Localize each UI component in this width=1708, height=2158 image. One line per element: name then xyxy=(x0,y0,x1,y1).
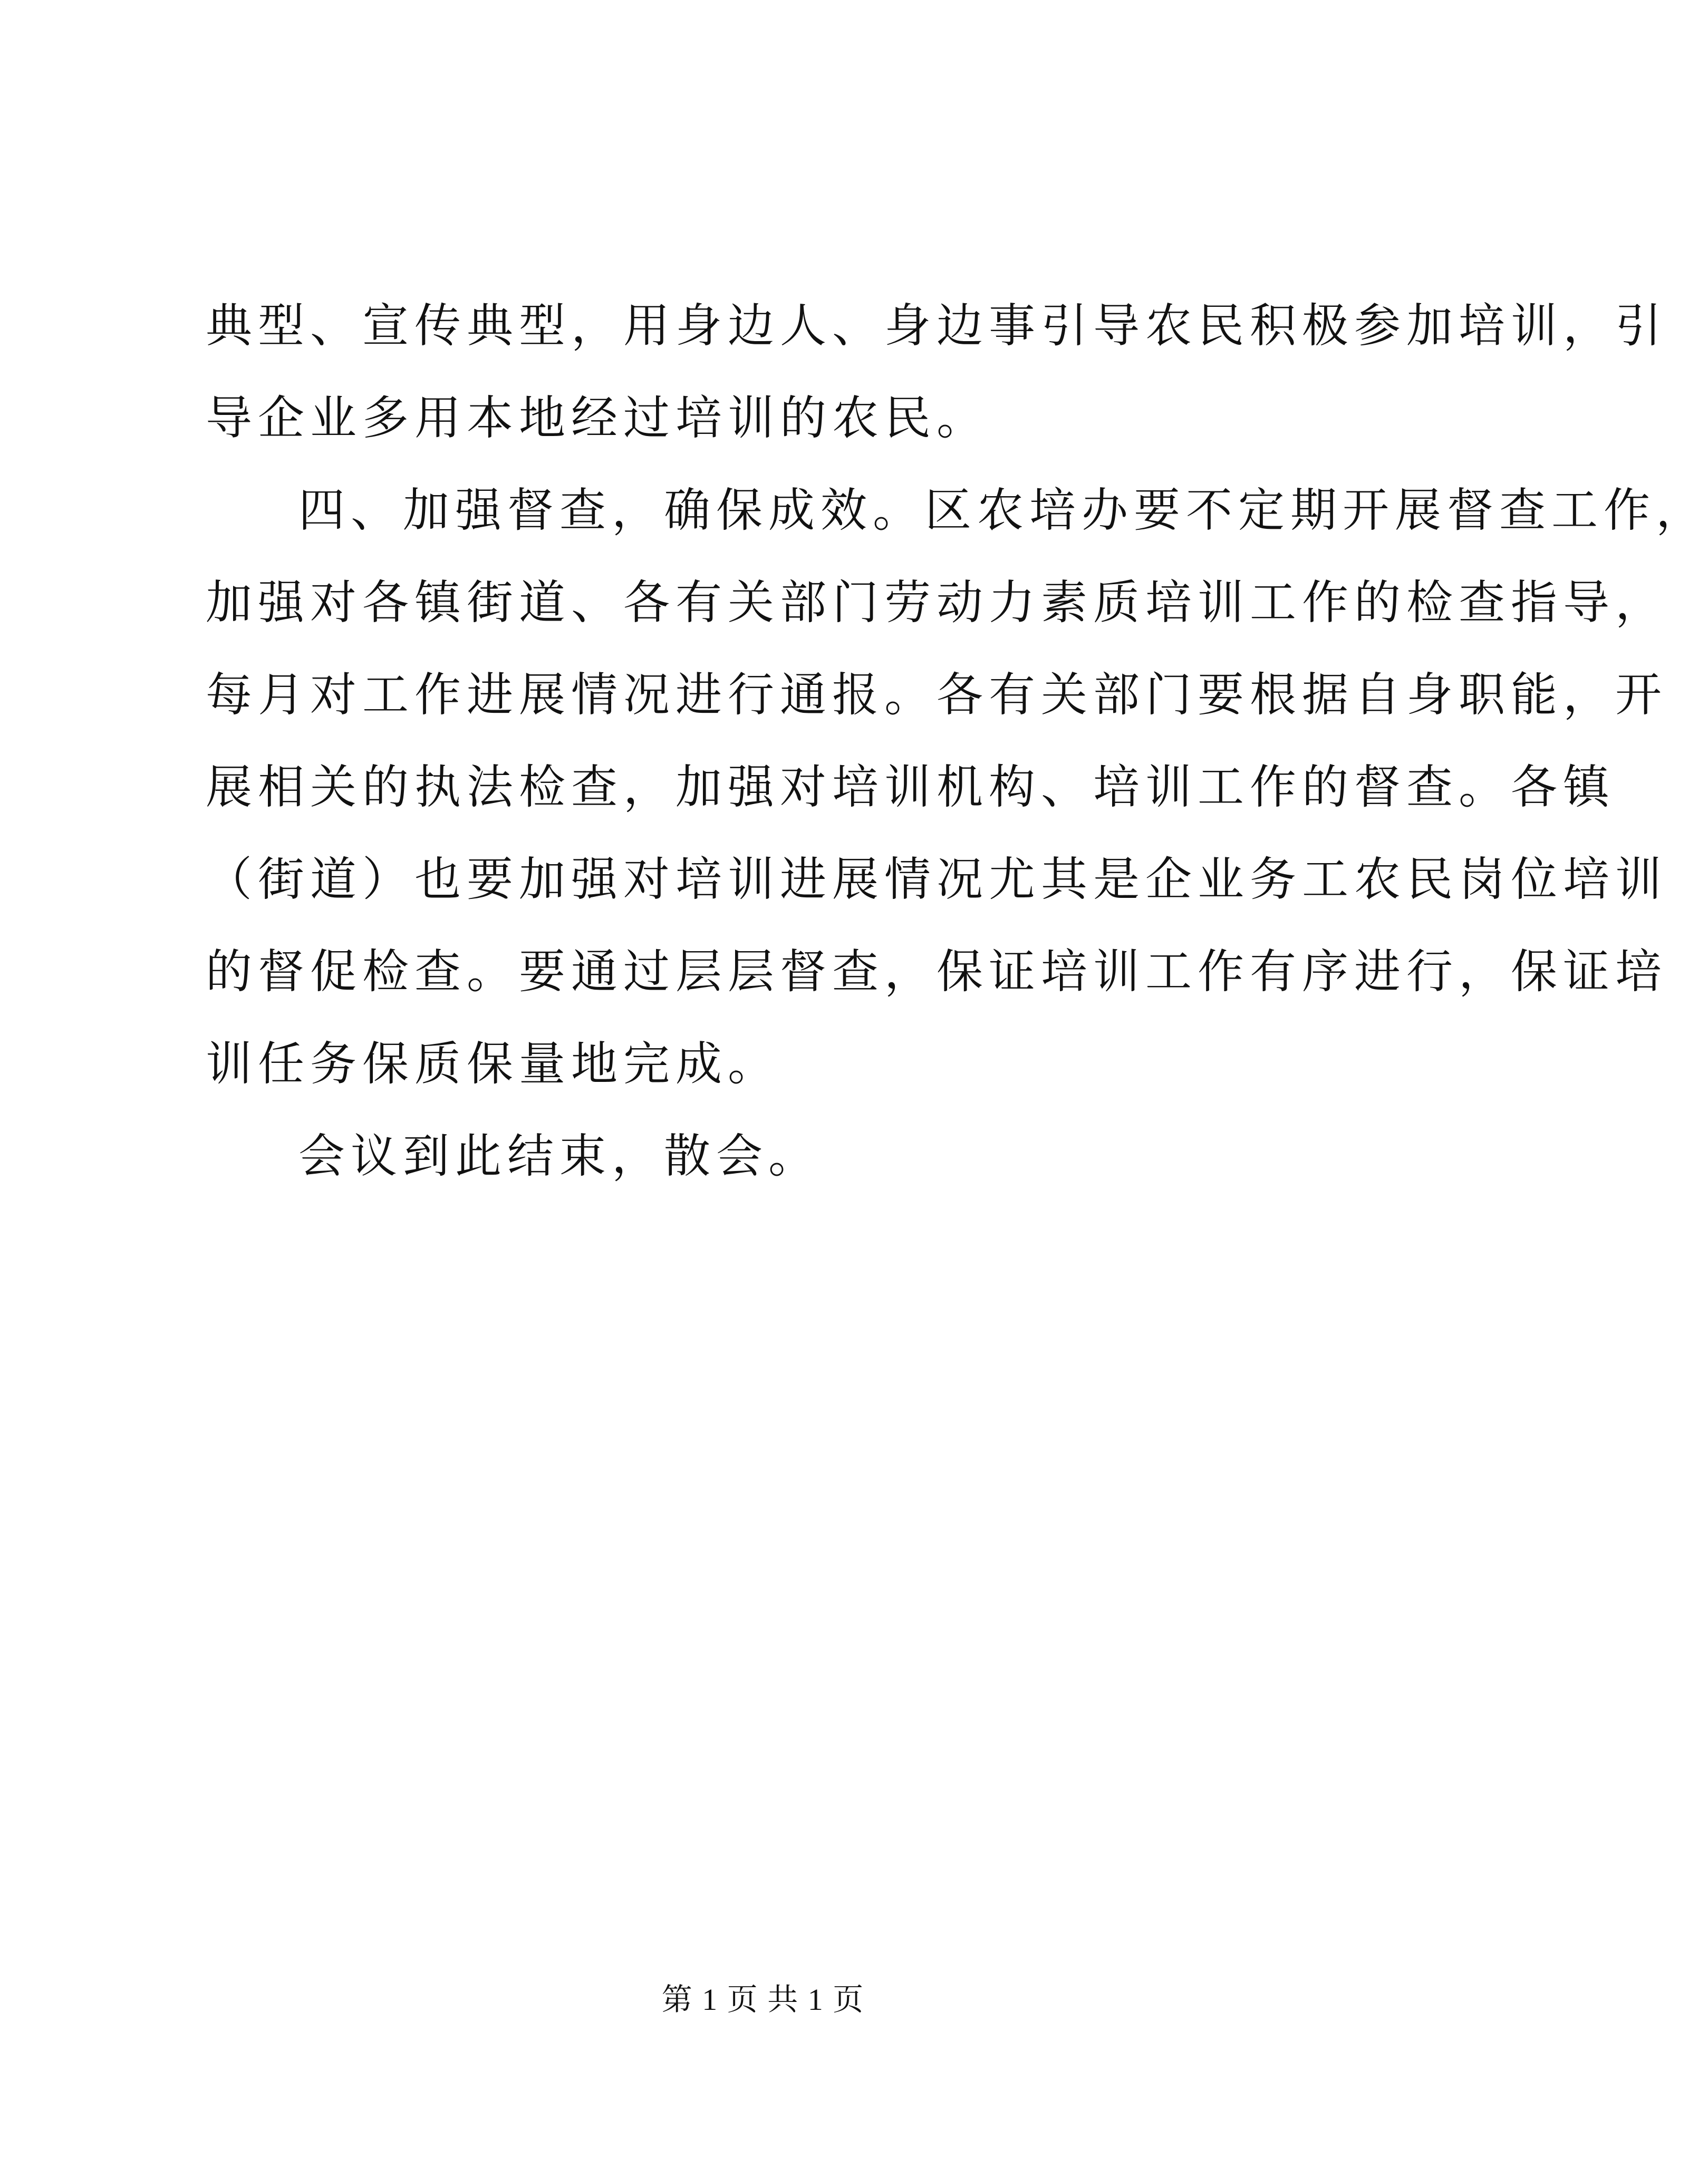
page-footer: 第 1 页 共 1 页 xyxy=(661,1982,865,2017)
body-line-4: 加强对各镇街道、各有关部门劳动力素质培训工作的检查指导， xyxy=(206,575,1668,630)
body-line-2: 导企业多用本地经过培训的农民。 xyxy=(206,391,989,445)
body-line-1: 典型、宣传典型，用身边人、身边事引导农民积极参加培训，引 xyxy=(206,298,1668,353)
body-line-6: 展相关的执法检查，加强对培训机构、培训工作的督查。各镇 xyxy=(206,760,1616,814)
body-line-7: （街道）也要加强对培训进展情况尤其是企业务工农民岗位培训 xyxy=(206,852,1668,906)
body-line-9: 训任务保质保量地完成。 xyxy=(206,1037,780,1091)
body-line-3: 四、加强督查，确保成效。区农培办要不定期开展督查工作， xyxy=(298,483,1708,537)
body-line-10: 会议到此结束，散会。 xyxy=(298,1129,821,1183)
body-line-5: 每月对工作进展情况进行通报。各有关部门要根据自身职能，开 xyxy=(206,667,1668,722)
document-body xyxy=(206,279,1708,1202)
body-line-8: 的督促检查。要通过层层督查，保证培训工作有序进行，保证培 xyxy=(206,944,1668,999)
